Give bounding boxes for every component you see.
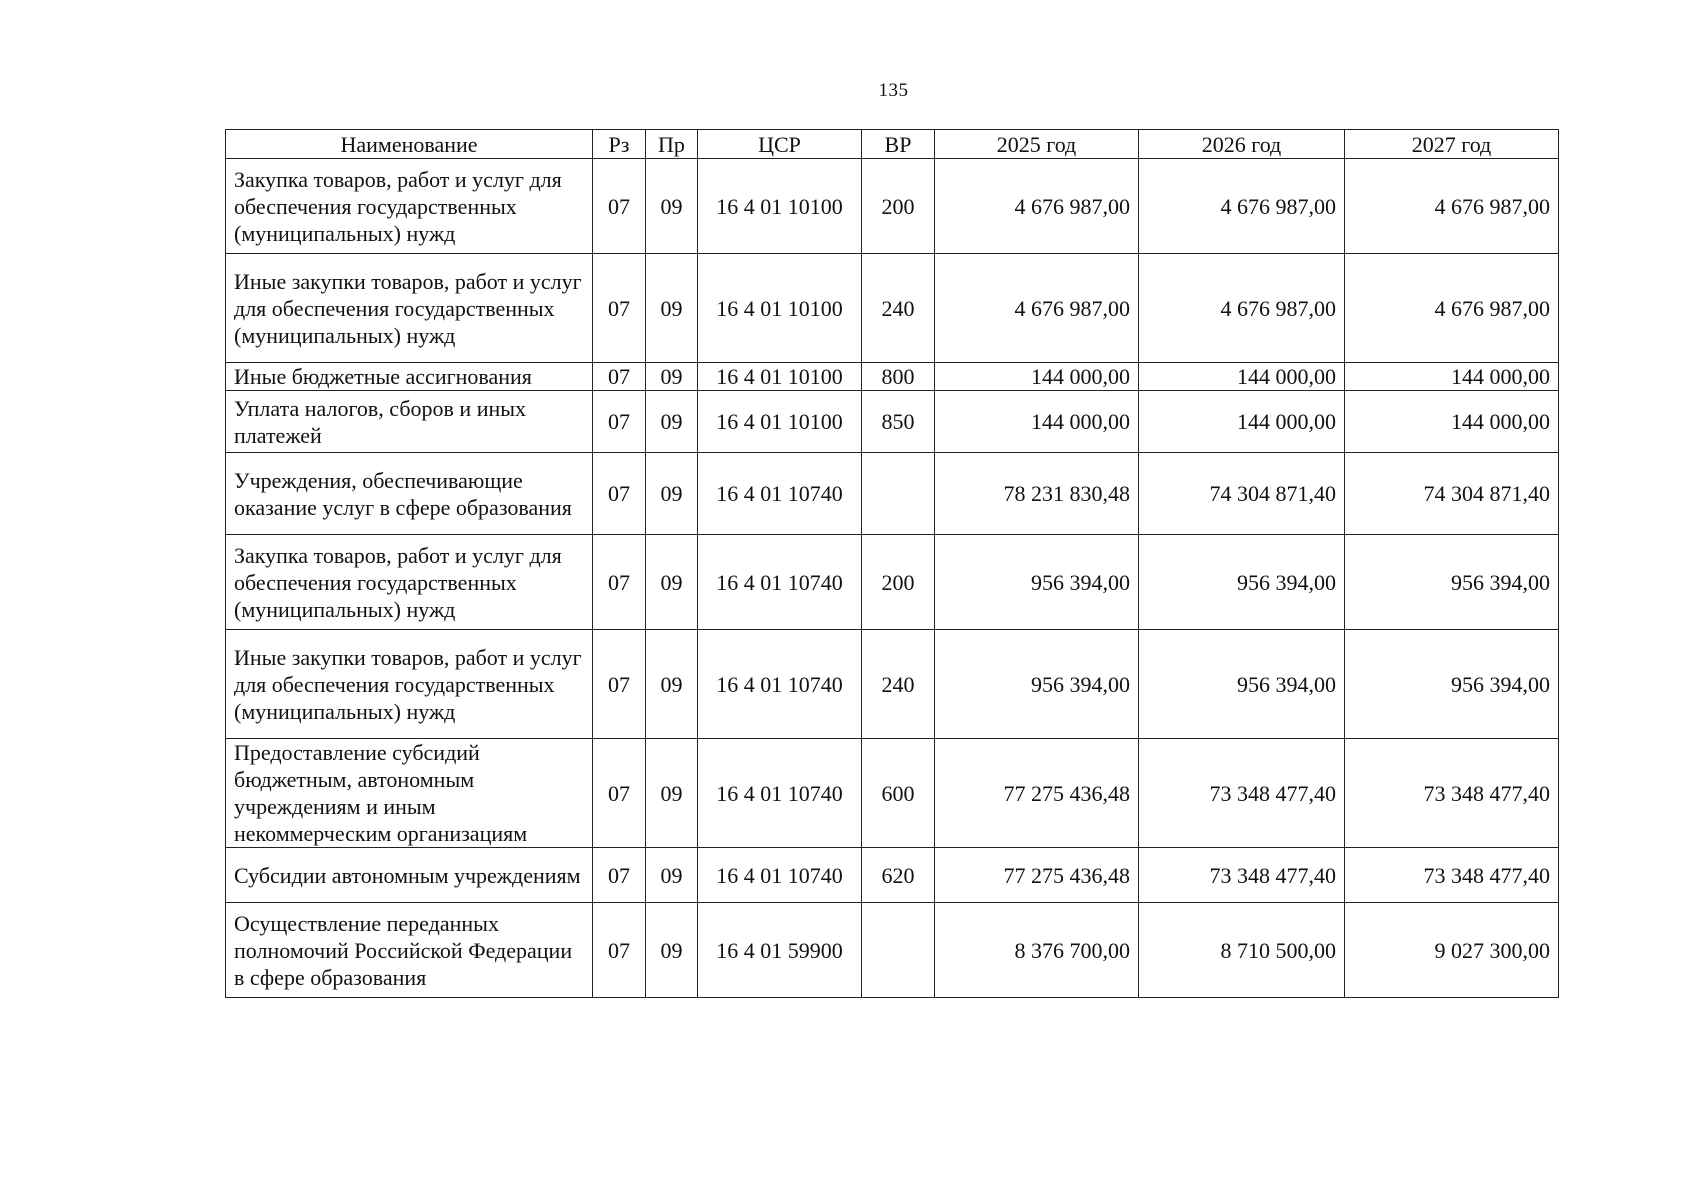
row-name: Субсидии автономным учреждениям — [226, 848, 593, 903]
row-2026: 144 000,00 — [1139, 391, 1345, 453]
row-pr: 09 — [646, 535, 698, 630]
row-2026: 73 348 477,40 — [1139, 848, 1345, 903]
row-csr: 16 4 01 59900 — [698, 903, 862, 998]
row-name: Иные закупки товаров, работ и услуг для обеспечения государственных (муниципальных) нужд — [226, 630, 593, 739]
row-2025: 78 231 830,48 — [935, 453, 1139, 535]
row-csr: 16 4 01 10100 — [698, 159, 862, 254]
row-csr: 16 4 01 10100 — [698, 363, 862, 391]
table-row — [226, 739, 1559, 848]
row-vr: 200 — [862, 535, 935, 630]
page-number: 135 — [878, 80, 909, 101]
row-csr: 16 4 01 10100 — [698, 391, 862, 453]
budget-table — [225, 129, 1559, 998]
row-pr: 09 — [646, 363, 698, 391]
row-name: Иные закупки товаров, работ и услуг для обеспечения государственных (муниципальных) нужд — [226, 254, 593, 363]
row-name: Закупка товаров, работ и услуг для обеспечения государственных (муниципальных) нужд — [226, 159, 593, 254]
row-2025: 8 376 700,00 — [935, 903, 1139, 998]
header-csr: ЦСР — [698, 130, 862, 159]
table-row — [226, 535, 1559, 630]
table-row — [226, 848, 1559, 903]
row-csr: 16 4 01 10740 — [698, 535, 862, 630]
row-rz: 07 — [593, 848, 646, 903]
row-2026: 73 348 477,40 — [1139, 739, 1345, 848]
row-csr: 16 4 01 10740 — [698, 739, 862, 848]
table-header-row — [226, 130, 1559, 159]
row-2026: 956 394,00 — [1139, 535, 1345, 630]
header-name: Наименование — [226, 130, 593, 159]
row-2027: 956 394,00 — [1345, 630, 1559, 739]
header-2027: 2027 год — [1345, 130, 1559, 159]
row-rz: 07 — [593, 363, 646, 391]
row-2027: 74 304 871,40 — [1345, 453, 1559, 535]
row-2027: 4 676 987,00 — [1345, 254, 1559, 363]
row-name: Уплата налогов, сборов и иных платежей — [226, 391, 593, 453]
row-name: Предоставление субсидий бюджетным, автономным учреждениям и иным некоммерческим организациям — [226, 739, 593, 848]
row-2025: 4 676 987,00 — [935, 159, 1139, 254]
row-2025: 4 676 987,00 — [935, 254, 1139, 363]
row-pr: 09 — [646, 848, 698, 903]
table-row — [226, 453, 1559, 535]
row-vr — [862, 903, 935, 998]
row-2027: 144 000,00 — [1345, 391, 1559, 453]
row-2026: 74 304 871,40 — [1139, 453, 1345, 535]
header-2025: 2025 год — [935, 130, 1139, 159]
row-pr: 09 — [646, 254, 698, 363]
row-pr: 09 — [646, 159, 698, 254]
table-row — [226, 630, 1559, 739]
row-vr: 240 — [862, 254, 935, 363]
row-vr: 800 — [862, 363, 935, 391]
row-2026: 8 710 500,00 — [1139, 903, 1345, 998]
row-2025: 77 275 436,48 — [935, 739, 1139, 848]
row-rz: 07 — [593, 535, 646, 630]
row-2025: 77 275 436,48 — [935, 848, 1139, 903]
row-2027: 956 394,00 — [1345, 535, 1559, 630]
row-rz: 07 — [593, 453, 646, 535]
table-row — [226, 254, 1559, 363]
row-rz: 07 — [593, 391, 646, 453]
row-pr: 09 — [646, 391, 698, 453]
row-pr: 09 — [646, 903, 698, 998]
row-name: Осуществление переданных полномочий Российской Федерации в сфере образования — [226, 903, 593, 998]
row-2026: 144 000,00 — [1139, 363, 1345, 391]
row-name: Иные бюджетные ассигнования — [226, 363, 593, 391]
row-vr: 620 — [862, 848, 935, 903]
row-vr: 240 — [862, 630, 935, 739]
row-pr: 09 — [646, 739, 698, 848]
row-2027: 73 348 477,40 — [1345, 739, 1559, 848]
row-csr: 16 4 01 10740 — [698, 848, 862, 903]
row-2025: 956 394,00 — [935, 535, 1139, 630]
row-2027: 4 676 987,00 — [1345, 159, 1559, 254]
row-rz: 07 — [593, 159, 646, 254]
row-rz: 07 — [593, 630, 646, 739]
row-vr: 600 — [862, 739, 935, 848]
row-2026: 956 394,00 — [1139, 630, 1345, 739]
row-2025: 144 000,00 — [935, 363, 1139, 391]
row-vr — [862, 453, 935, 535]
row-csr: 16 4 01 10740 — [698, 453, 862, 535]
table-row — [226, 363, 1559, 391]
row-csr: 16 4 01 10740 — [698, 630, 862, 739]
header-2026: 2026 год — [1139, 130, 1345, 159]
row-2026: 4 676 987,00 — [1139, 254, 1345, 363]
row-name: Учреждения, обеспечивающие оказание услуг в сфере образования — [226, 453, 593, 535]
row-rz: 07 — [593, 254, 646, 363]
header-pr: Пр — [646, 130, 698, 159]
row-pr: 09 — [646, 630, 698, 739]
row-vr: 850 — [862, 391, 935, 453]
table-row — [226, 159, 1559, 254]
row-2025: 956 394,00 — [935, 630, 1139, 739]
row-name: Закупка товаров, работ и услуг для обеспечения государственных (муниципальных) нужд — [226, 535, 593, 630]
row-2027: 9 027 300,00 — [1345, 903, 1559, 998]
header-rz: Рз — [593, 130, 646, 159]
table-row — [226, 391, 1559, 453]
row-pr: 09 — [646, 453, 698, 535]
row-rz: 07 — [593, 903, 646, 998]
row-rz: 07 — [593, 739, 646, 848]
row-2026: 4 676 987,00 — [1139, 159, 1345, 254]
row-2025: 144 000,00 — [935, 391, 1139, 453]
table-row — [226, 903, 1559, 998]
row-2027: 144 000,00 — [1345, 363, 1559, 391]
row-vr: 200 — [862, 159, 935, 254]
header-vr: ВР — [862, 130, 935, 159]
row-csr: 16 4 01 10100 — [698, 254, 862, 363]
row-2027: 73 348 477,40 — [1345, 848, 1559, 903]
